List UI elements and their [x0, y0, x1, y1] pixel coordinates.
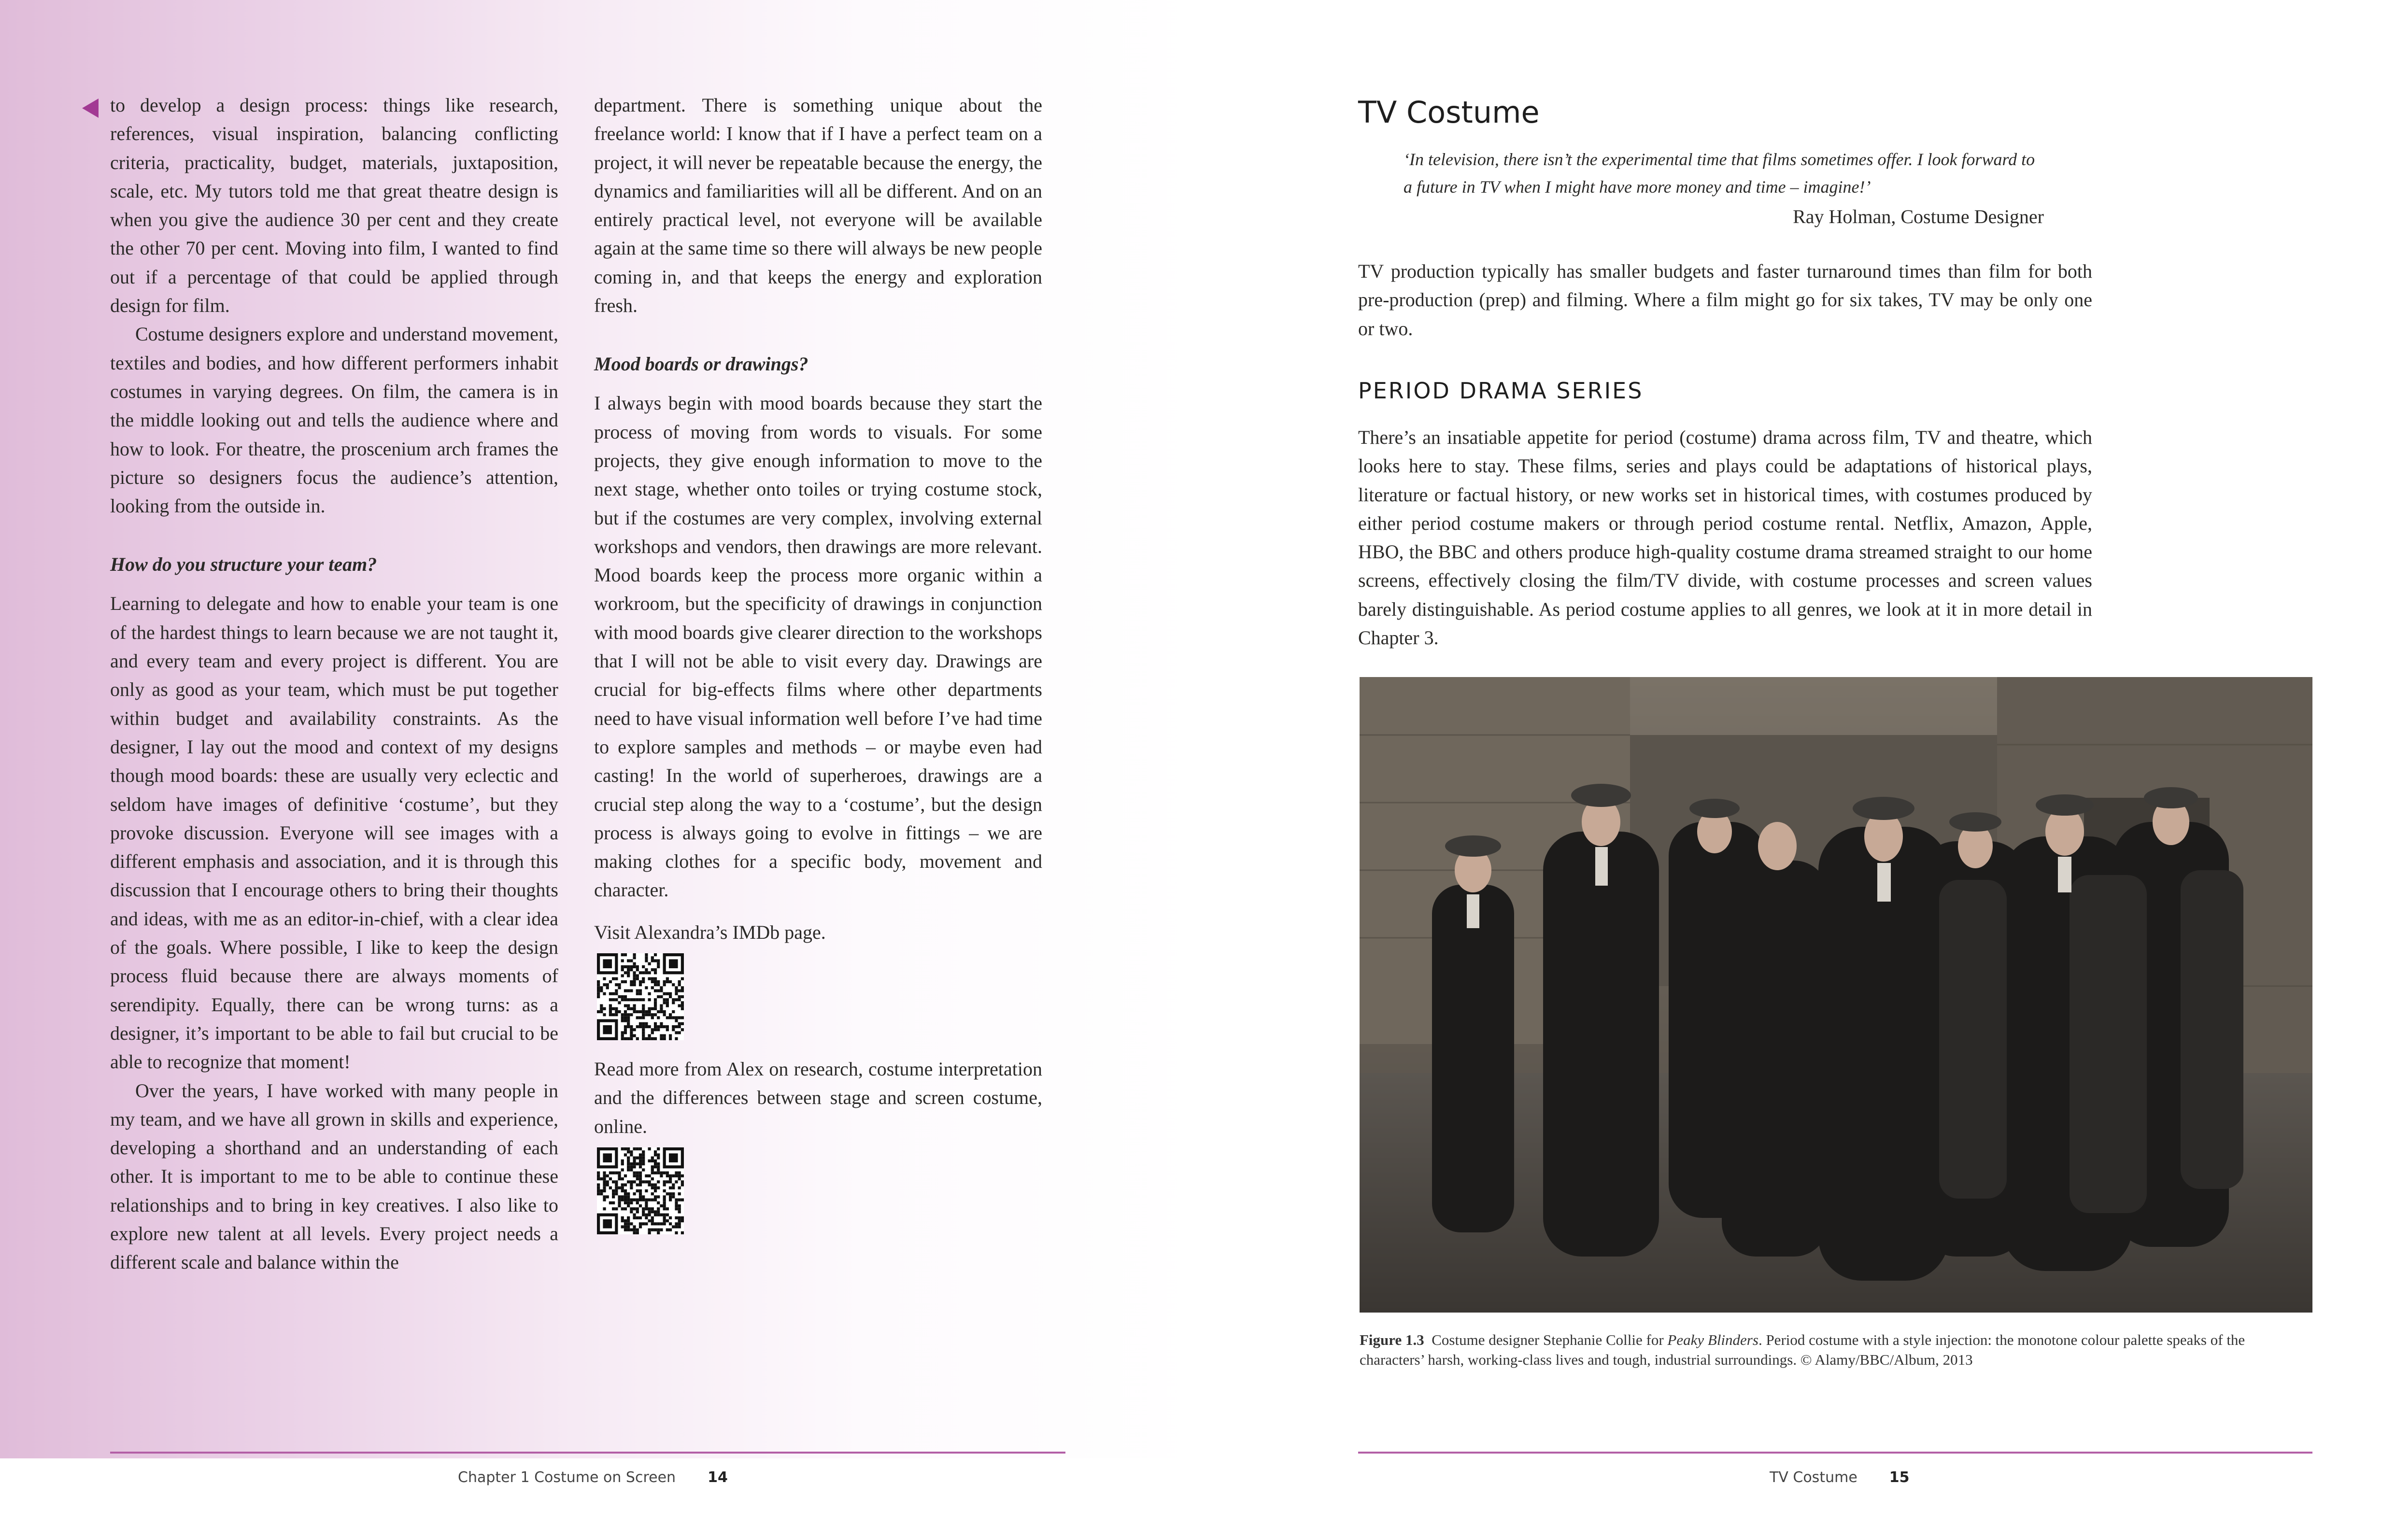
- paragraph: department. There is something unique about the freelance world: I know that if I have a perfect team on a project, it will never be repeatable because the energy, the dynamics and familiarities will all be different. And on an entirely practical level, not everyone will be available again at the same time so there will always be new people coming in, and that keeps the energy and exploration fresh.: [594, 94, 1042, 317]
- left-page: [0, 0, 1198, 1458]
- left-footer: [458, 1469, 728, 1486]
- qr-code-icon[interactable]: [597, 1147, 684, 1234]
- right-footer: [1770, 1469, 1910, 1486]
- continuation-arrow-icon: [82, 99, 99, 118]
- paragraph: to develop a design process: things like research, references, visual inspiration, balancing conflicting criteria, practicality, budget, materials, juxtaposition, scale, etc. My tutors told me that great theatre design is when you give the audience 30 per cent and they create the other 70 per cent. Moving into film, I wanted to find out if a percentage of that could be applied through design for film.: [110, 94, 558, 317]
- qr-code-icon[interactable]: [597, 953, 684, 1040]
- paragraph: Costume designers explore and understand movement, textiles and bodies, and how different performers inhabit costumes in varying degrees. On film, the camera is in the middle looking out and tells the audience where and how to look. For theatre, the proscenium arch frames the picture so designers focus the audience’s attention, looking from the outside in.: [110, 323, 558, 517]
- epigraph-quote: ‘In television, there isn’t the experimental time that films sometimes offer. I look forward to a future in TV when I might have more money and time – imagine!’: [1404, 150, 2035, 197]
- footer-rule: [1358, 1452, 2312, 1454]
- paragraph: TV production typically has smaller budgets and faster turnaround times than film for both pre-production (prep) and filming. Where a film might go for six takes, TV may be only one or two.: [1358, 260, 2092, 339]
- interview-question: How do you structure your team?: [110, 553, 377, 576]
- section-heading: PERIOD DRAMA SERIES: [1358, 378, 1644, 404]
- paragraph: I always begin with mood boards because they start the process of moving from words to visuals. For some projects, they give enough information to move to the next stage, whether onto toiles or trying costume stock, but if the costumes are very complex, involving external workshops and vendors, then drawings are more relevant. Mood boards keep the process more organic within a workroom, but the specificity of drawings in conjunction with mood boards give clearer direction to the workshops that I will not be able to visit every day. Drawings are crucial for big-effects films where other departments need to have visual information well before I’ve had time to explore samples and methods – or maybe even had casting! In the world of superheroes, drawings are a crucial step along the way to a ‘costume’, but the design process is always going to evolve in fittings – we are making clothes for a specific body, movement and character.: [594, 392, 1042, 901]
- caption-text: . Period costume with a style injection: the monotone colour palette speaks of the characters’ harsh, working-class lives and tough, industrial surroundings. © Alamy/BBC/Album, 2013: [1360, 1331, 2245, 1368]
- caption-text: Costume designer Stephanie Collie for: [1432, 1331, 1664, 1348]
- page-title: TV Costume: [1358, 95, 1540, 130]
- figure-photo: [1360, 677, 2312, 1313]
- imdb-link-text[interactable]: Visit Alexandra’s IMDb page.: [594, 921, 826, 943]
- left-column-1: [110, 91, 558, 1277]
- show-title: Peaky Blinders: [1667, 1331, 1758, 1348]
- chapter-label: Chapter 1 Costume on Screen: [458, 1469, 676, 1486]
- paragraph: There’s an insatiable appetite for period (costume) drama across film, TV and theatre, which looks here to stay. These films, series and plays could be adaptations of historical plays, literature or factual history, or new works set in historical times, with costumes produced by either period costume makers or through period costume rental. Netflix, Amazon, Apple, HBO, the BBC and others produce high-quality costume drama streamed straight to our home screens, effectively closing the film/TV divide, with costume processes and screen values barely distinguishable. As period costume applies to all genres, we look at it in more detail in Chapter 3.: [1358, 426, 2092, 649]
- left-column-2: [594, 91, 1042, 1249]
- figure-caption: [1360, 1330, 2312, 1370]
- figure-label: Figure 1.3: [1360, 1331, 1424, 1348]
- footer-rule: [110, 1452, 1065, 1454]
- page-number: 14: [708, 1469, 728, 1486]
- interview-question: Mood boards or drawings?: [594, 353, 808, 375]
- quote-attribution: Ray Holman, Costume Designer: [1793, 206, 2044, 227]
- peaky-blinders-photo: [1360, 677, 2312, 1313]
- page-number: 15: [1889, 1469, 1910, 1486]
- paragraph: Over the years, I have worked with many people in my team, and we have all grown in skills and experience, developing a shorthand and an understanding of each other. It is important to me to be able to continue these relationships and to bring in key creatives. I also like to explore new talent at all levels. Every project needs a different scale and balance within the: [110, 1079, 558, 1273]
- section-label: TV Costume: [1770, 1469, 1857, 1486]
- online-link-text[interactable]: Read more from Alex on research, costume interpretation and the differences between stage and screen costume, online.: [594, 1058, 1042, 1137]
- paragraph: Learning to delegate and how to enable your team is one of the hardest things to learn because we are not taught it, and every team and every project is different. You are only as good as your team, which must be put together within budget and availability constraints. As the designer, I lay out the mood and context of my designs though mood boards: these are usually very eclectic and seldom have images of definitive ‘costume’, but they provoke discussion. Everyone will see images with a different emphasis and association, and it is through this discussion that I encourage others to bring their thoughts and ideas, with me as an editor-in-chief, with a clear idea of the goals. Where possible, I like to keep the design process fluid because there are always moments of serendipity. Equally, there can be wrong turns: as a designer, it’s important to be able to fail but crucial to be able to recognize that moment!: [110, 593, 558, 1073]
